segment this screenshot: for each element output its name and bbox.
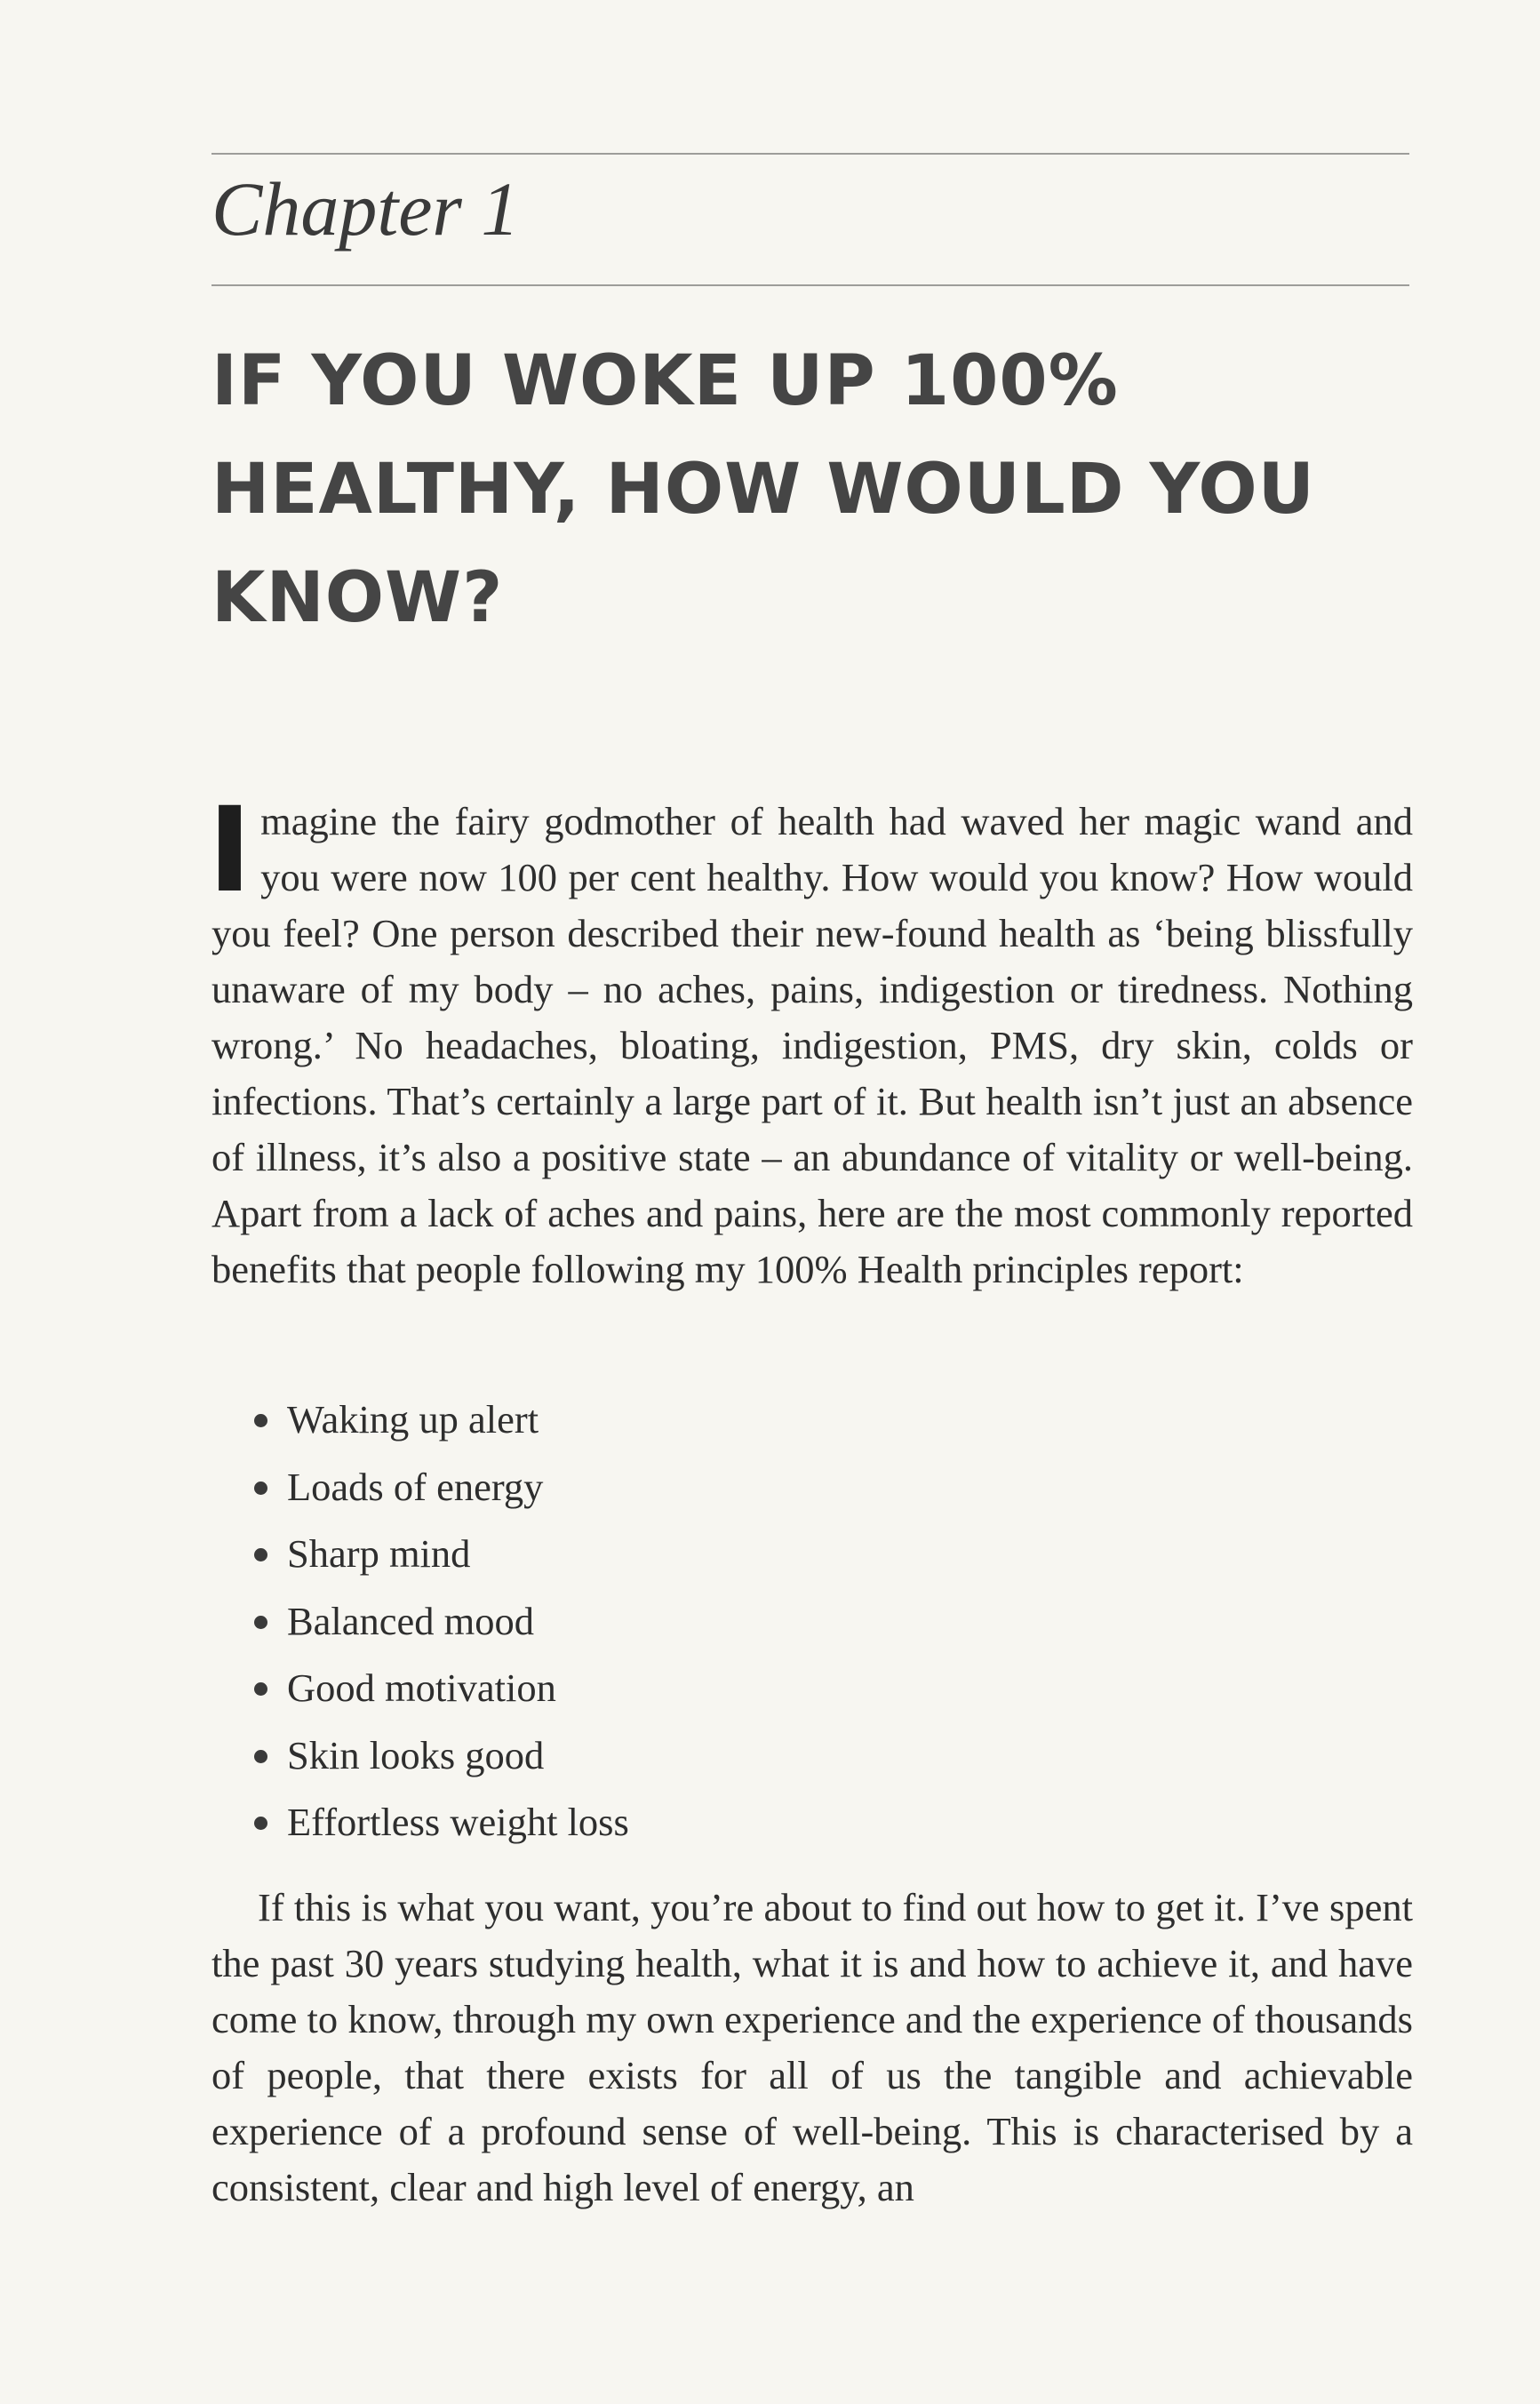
bullet-icon [254,1817,267,1830]
list-item-text: Waking up alert [287,1397,539,1442]
list-item [254,1588,629,1656]
intro-paragraph-text: magine the fairy godmother of health had waved her magic wand and you were now 100 per cent healthy. How would you know? How would you feel? One person described their new-found health as ‘being blissfully unaware of my body – no aches, pains, indigestion or tiredness. Nothing wrong.’ No headaches, bloating, indigestion, PMS, dry skin, colds or infections. That’s certainly a large part of it. But health isn’t just an absence of illness, it’s also a positive state – an abundance of vitality or well-being. Apart from a lack of aches and pains, here are the most commonly reported benefits that people following my 100% Health principles report: [211,799,1413,1291]
list-item [254,1454,629,1521]
list-item-text: Loads of energy [287,1464,544,1509]
list-item-text: Balanced mood [287,1598,535,1643]
bullet-icon [254,1682,267,1696]
list-item-text: Effortless weight loss [287,1800,629,1844]
bullet-icon [254,1750,267,1763]
bullet-icon [254,1414,267,1427]
list-item [254,1722,629,1790]
closing-paragraph: If this is what you want, you’re about to find out how to get it. I’ve spent the past 30 years studying health, what it is and how to achieve it, and have come to know, through my own experience and the experience of thousands of people, that there exists for all of us the tangible and achievable experience of a profound sense of well-being. This is characterised by a consistent, clear and high level of energy, an [211,1885,1413,2209]
drop-cap: I [208,782,252,919]
header-rule-top [211,153,1409,155]
list-item-text: Skin looks good [287,1732,545,1777]
chapter-label: Chapter 1 [211,166,520,252]
intro-paragraph [208,782,1413,1298]
benefits-list [254,1386,629,1857]
bullet-icon [254,1482,267,1495]
list-item [254,1386,629,1454]
chapter-title: IF YOU WOKE UP 100% HEALTHY, HOW WOULD YOU KNOW? [211,341,1315,638]
bullet-icon [254,1548,267,1561]
list-item [254,1521,629,1588]
bullet-icon [254,1616,267,1629]
list-item-text: Sharp mind [287,1531,471,1576]
header-rule-bottom [211,284,1409,286]
list-item [254,1789,629,1857]
list-item-text: Good motivation [287,1665,556,1710]
list-item [254,1655,629,1722]
